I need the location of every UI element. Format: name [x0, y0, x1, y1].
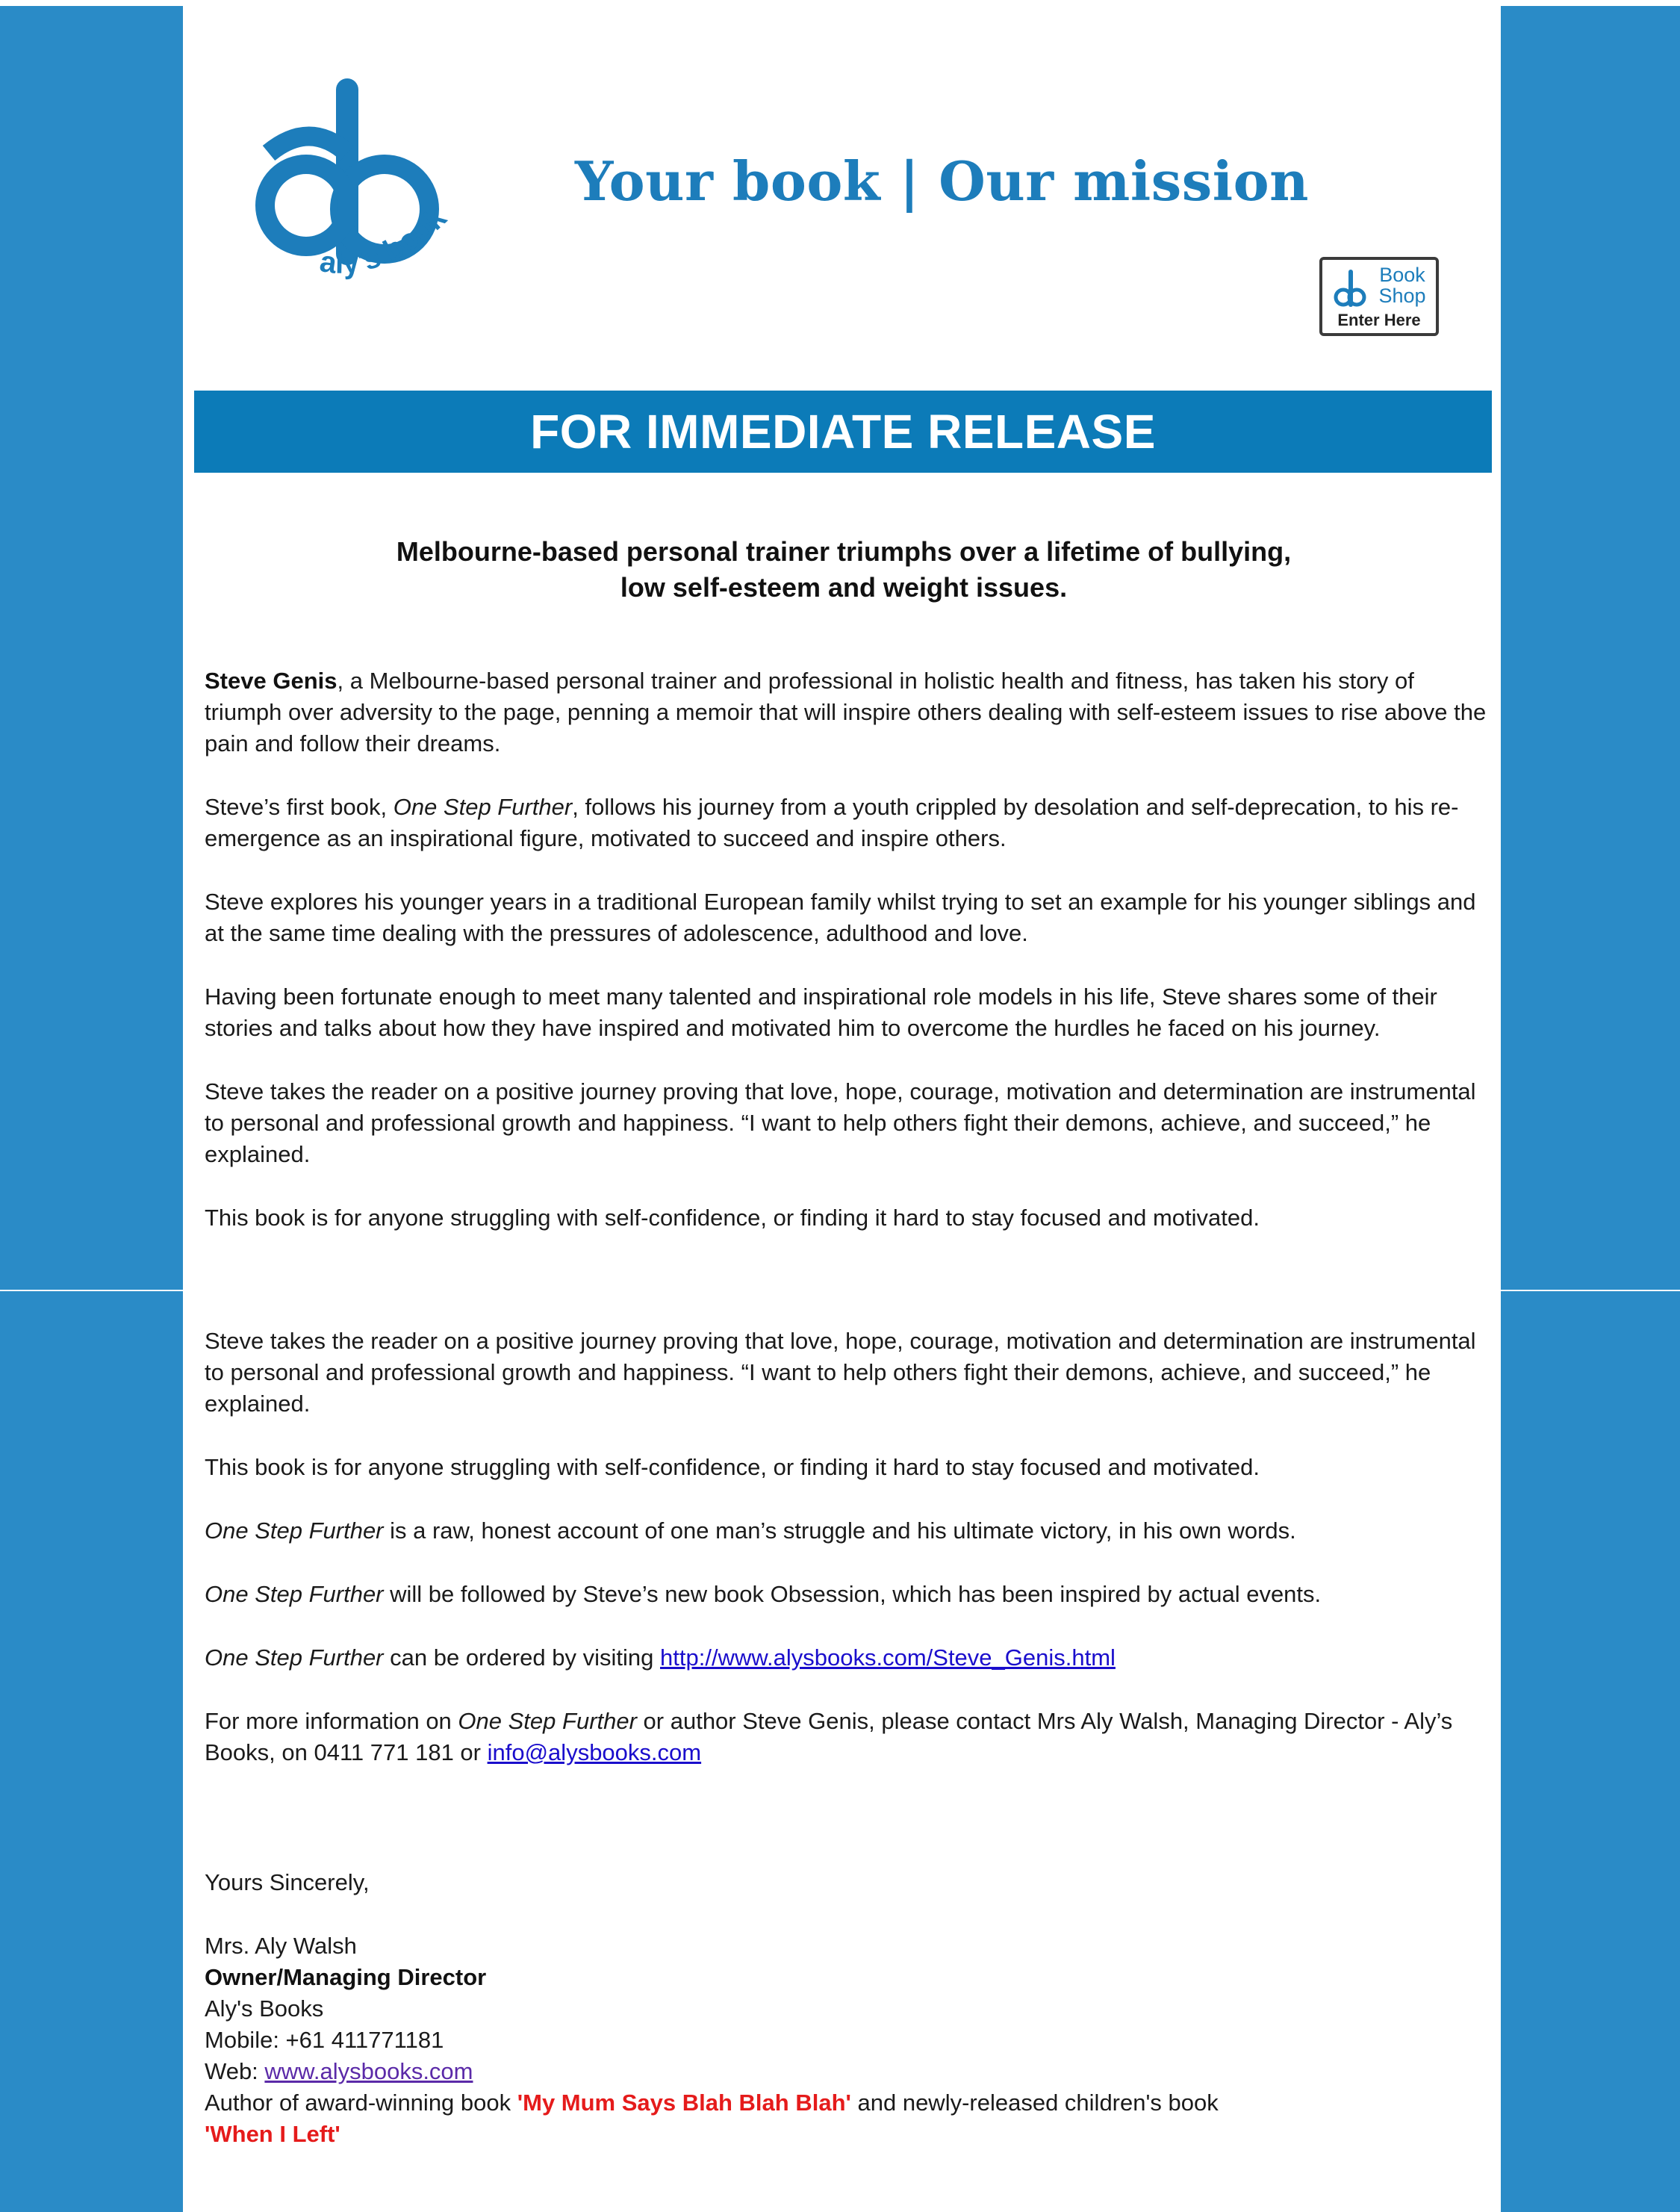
order-link[interactable]: http://www.alysbooks.com/Steve_Genis.html	[660, 1644, 1116, 1671]
paragraph: Steve’s first book, One Step Further, follows his journey from a youth crippled by desolation and self-deprecation, to his re-emergence as an inspirational figure, motivated to succeed and inspire others.	[205, 794, 1459, 851]
paragraph: Having been fortunate enough to meet many talented and inspirational role models in his life, Steve shares some of their stories and talks about how they have inspired and motivated him to overcome the hurdles he faced on his journey.	[205, 984, 1437, 1041]
signature-block	[205, 1867, 1493, 2150]
paragraph: This book is for anyone struggling with self-confidence, or finding it hard to stay focused and motivated.	[205, 1454, 1260, 1480]
book-title-2: 'When I Left'	[205, 2121, 340, 2147]
tagline: Your book | Our mission	[575, 149, 1310, 213]
page-seam-right	[1501, 1290, 1680, 1291]
website-link[interactable]: www.alysbooks.com	[264, 2058, 473, 2084]
paragraph: Steve takes the reader on a positive journey proving that love, hope, courage, motivation and determination are instrumental to personal and professional growth and happiness. “I want to help others fight their demons, achieve, and succeed,” he explained.	[205, 1328, 1476, 1417]
paragraph: This book is for anyone struggling with self-confidence, or finding it hard to stay focused and motivated.	[205, 1205, 1260, 1231]
paragraph: For more information on One Step Further or author Steve Genis, please contact Mrs Aly Walsh, Managing Director - Aly’s Books, on 0411 771 181 or info@alysbooks.com	[205, 1708, 1453, 1765]
release-body-part-1	[205, 665, 1493, 1266]
signer-web: Web: www.alysbooks.com	[205, 2058, 473, 2084]
email-link[interactable]: info@alysbooks.com	[487, 1739, 702, 1765]
signer-mobile: Mobile: +61 411771181	[205, 2027, 444, 2053]
paragraph: Steve Genis, a Melbourne-based personal trainer and professional in holistic health and fitness, has taken his story of triumph over adversity to the page, penning a memoir that will inspire others dealing with self-esteem issues to rise above the pain and follow their dreams.	[205, 668, 1487, 757]
book-shop-logo-icon	[1331, 267, 1367, 312]
page-seam-left	[0, 1290, 183, 1291]
release-banner: FOR IMMEDIATE RELEASE	[194, 391, 1492, 473]
release-body-part-2	[205, 1326, 1493, 1801]
book-shop-label: Book Shop	[1378, 264, 1426, 307]
press-headline: Melbourne-based personal trainer triumphs over a lifetime of bullying, low self-esteem and weight issues.	[396, 536, 1292, 603]
paragraph: One Step Further can be ordered by visiting http://www.alysbooks.com/Steve_Genis.html	[205, 1644, 1116, 1671]
paragraph: Steve explores his younger years in a traditional European family whilst trying to set an example for his younger siblings and at the same time dealing with the pressures of adolescence, adulthood and love.	[205, 889, 1476, 946]
alys-books-logo	[235, 67, 474, 306]
closing: Yours Sincerely,	[205, 1869, 370, 1895]
signer-company: Aly's Books	[205, 1995, 324, 2022]
author-line: Author of award-winning book 'My Mum Says Blah Blah Blah' and newly-released children's book	[205, 2090, 1219, 2116]
signer-title: Owner/Managing Director	[205, 1964, 487, 1990]
paragraph: Steve takes the reader on a positive journey proving that love, hope, courage, motivation and determination are instrumental to personal and professional growth and happiness. “I want to help others fight their demons, achieve, and succeed,” he explained.	[205, 1078, 1476, 1167]
book-title-1: 'My Mum Says Blah Blah Blah'	[517, 2090, 851, 2116]
book-shop-button[interactable]	[1319, 257, 1439, 336]
paragraph: One Step Further will be followed by Steve’s new book Obsession, which has been inspired by actual events.	[205, 1581, 1322, 1607]
author-line-2	[205, 2119, 1493, 2150]
enter-here-label: Enter Here	[1337, 311, 1421, 329]
svg-text:aly's books: aly's book	[317, 201, 453, 281]
paragraph: One Step Further is a raw, honest account of one man’s struggle and his ultimate victory, in his own words.	[205, 1517, 1296, 1544]
top-edge	[0, 0, 1680, 6]
signer-name: Mrs. Aly Walsh	[205, 1933, 357, 1959]
